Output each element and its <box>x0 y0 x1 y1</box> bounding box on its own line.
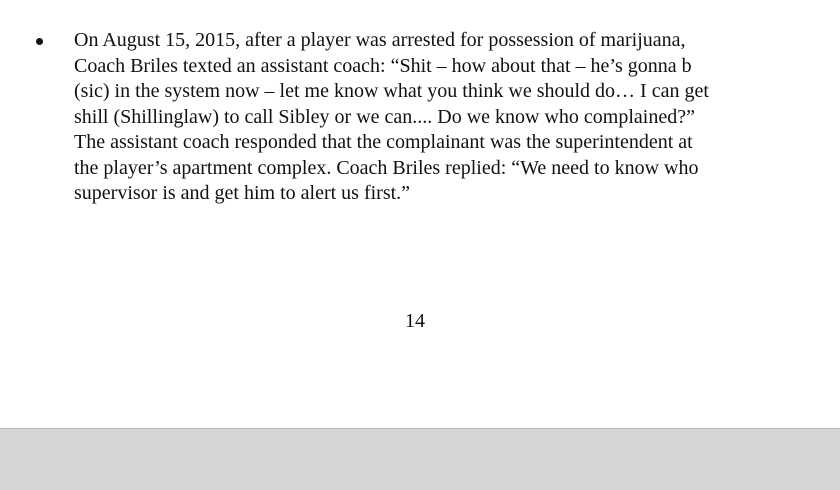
paragraph-line: (sic) in the system now – let me know what you think we should do… I can get <box>74 80 709 102</box>
paragraph-line: supervisor is and get him to alert us first.” <box>74 182 411 204</box>
page-separator <box>0 428 840 490</box>
paragraph-line: the player’s apartment complex. Coach Briles replied: “We need to know who <box>74 156 699 179</box>
cut-off-previous-line <box>0 0 840 6</box>
paragraph-line: On August 15, 2015, after a player was arrested for possession of marijuana, <box>74 29 686 51</box>
page-number: 14 <box>405 310 425 332</box>
bullet-paragraph <box>74 28 826 207</box>
paragraph-line: The assistant coach responded that the complainant was the superintendent at <box>74 131 693 153</box>
paragraph-line: Coach Briles texted an assistant coach: “Shit – how about that – he’s gonna b <box>74 54 692 77</box>
bullet-icon <box>36 38 43 45</box>
paragraph-line: shill (Shillinglaw) to call Sibley or we can.... Do we know who complained?” <box>74 105 695 128</box>
